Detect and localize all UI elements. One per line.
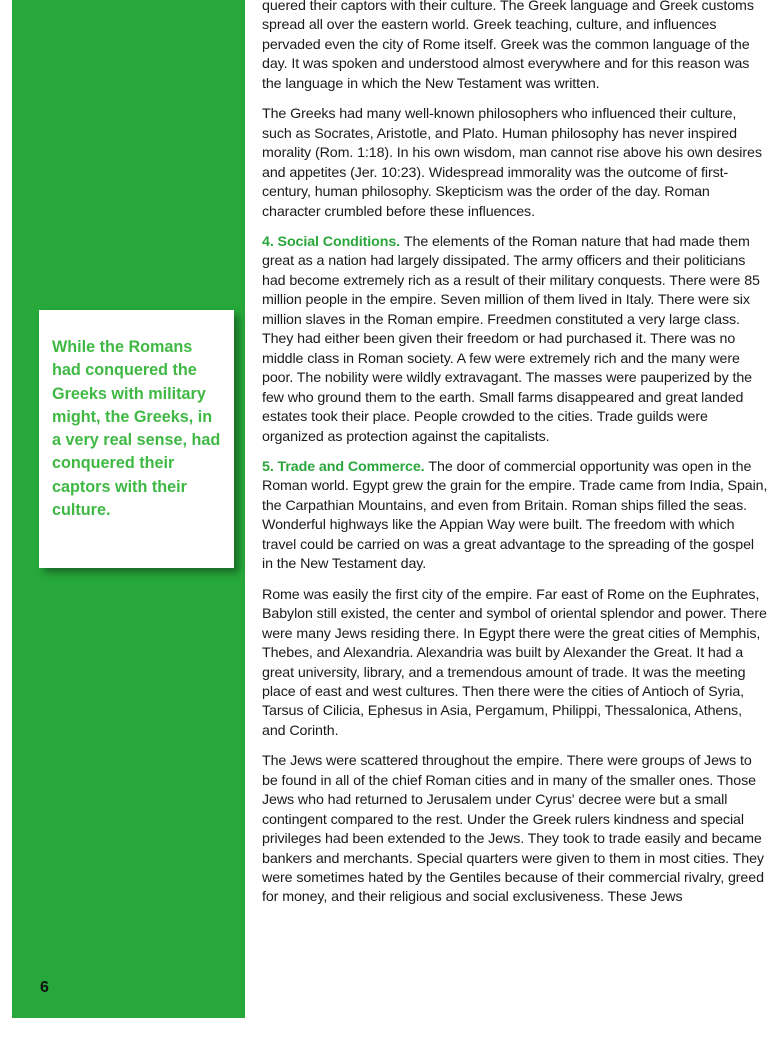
article-body bbox=[262, 0, 768, 919]
paragraph-text: The Jews were scattered throughout the empire. There were groups of Jews to be found in all of the chief Roman cities and in many of the smaller ones. Those Jews who had returned to Jerusalem under Cyrus' decree were but a small contingent compared to the rest. Under the Greek rulers kindness and special privileges had been extended to the Jews. They took to trade easily and became bankers and merchants. Special quarters were given to them in most cities. They were sometimes hated by the Gentiles because of their commercial rivalry, greed for money, and their religious and social exclusiveness. These Jews bbox=[262, 753, 764, 906]
pull-quote-text: While the Romans had conquered the Greeks with military might, the Greeks, in a very real sense, had conquered their captors with their culture. bbox=[52, 338, 221, 520]
paragraph-text: The Greeks had many well-known philosophers who influenced their culture, such as Socrates, Aristotle, and Plato. Human philosophy has never inspired morality (Rom. 1:18). In his own wisdom, man cannot rise above his own desires and appetites (Jer. 10:23). Widespread immorality was the outcome of first-century, human philosophy. Skepticism was the order of the day. Roman character crumbled before these influences. bbox=[262, 106, 762, 220]
paragraph-cities bbox=[262, 586, 768, 742]
paragraph-social-conditions bbox=[262, 233, 768, 447]
paragraph-text: quered their captors with their culture. The Greek language and Greek customs spread all over the eastern world. Greek teaching, culture, and influences pervaded even the city of Rome itself. Greek was the common language of the day. It was spoken and understood almost everywhere and for this reason was the language in which the New Testament was written. bbox=[262, 0, 754, 92]
paragraph-jews-scattered bbox=[262, 752, 768, 908]
paragraph-greek-philosophers bbox=[262, 105, 768, 222]
page-number: 6 bbox=[40, 979, 49, 996]
paragraph-text: The elements of the Roman nature that had made them great as a nation had largely dissipated. The army officers and their politicians had become extremely rich as a result of their military conquests. There were 85 million people in the empire. Seven million of them lived in Italy. There were six million slaves in the Roman empire. Freedmen constituted a very large class. They had either been given their freedom or had purchased it. There was no middle class in Roman society. A few were extremely rich and the many were poor. The nobility were wildly extravagant. The masses were pauperized by the few who ground them to the earth. Small farms disappeared and great landed estates took their place. People crowded to the cities. Trade guilds were organized as protection against the capitalists. bbox=[262, 233, 760, 445]
paragraph-trade-commerce bbox=[262, 458, 768, 575]
paragraph-text: The door of commercial opportunity was open in the Roman world. Egypt grew the grain for the empire. Trade came from India, Spain, the Carpathian Mountains, and even from Britain. Roman ships filled the seas. Wonderful highways like the Appian Way were built. The freedom with which travel could be carried on was a great advantage to the spreading of the gospel in the New Testament day. bbox=[262, 458, 768, 573]
section-heading-social-conditions: 4. Social Conditions. bbox=[262, 233, 404, 250]
paragraph-greek-culture bbox=[262, 0, 768, 94]
paragraph-text: Rome was easily the first city of the empire. Far east of Rome on the Euphrates, Babylon still existed, the center and symbol of oriental splendor and power. There were many Jews residing there. In Egypt there were the great cities of Memphis, Thebes, and Alexandria. Alexandria was built by Alexander the Great. It had a great university, library, and a tremendous amount of trade. It was the meeting place of east and west cultures. Then there were the cities of Antioch of Syria, Tarsus of Cilicia, Ephesus in Asia, Pergamum, Philippi, Thessalonica, Athens, and Corinth. bbox=[262, 586, 767, 739]
green-sidebar bbox=[12, 0, 245, 1018]
pull-quote-box bbox=[39, 310, 234, 568]
section-heading-trade-commerce: 5. Trade and Commerce. bbox=[262, 458, 429, 475]
